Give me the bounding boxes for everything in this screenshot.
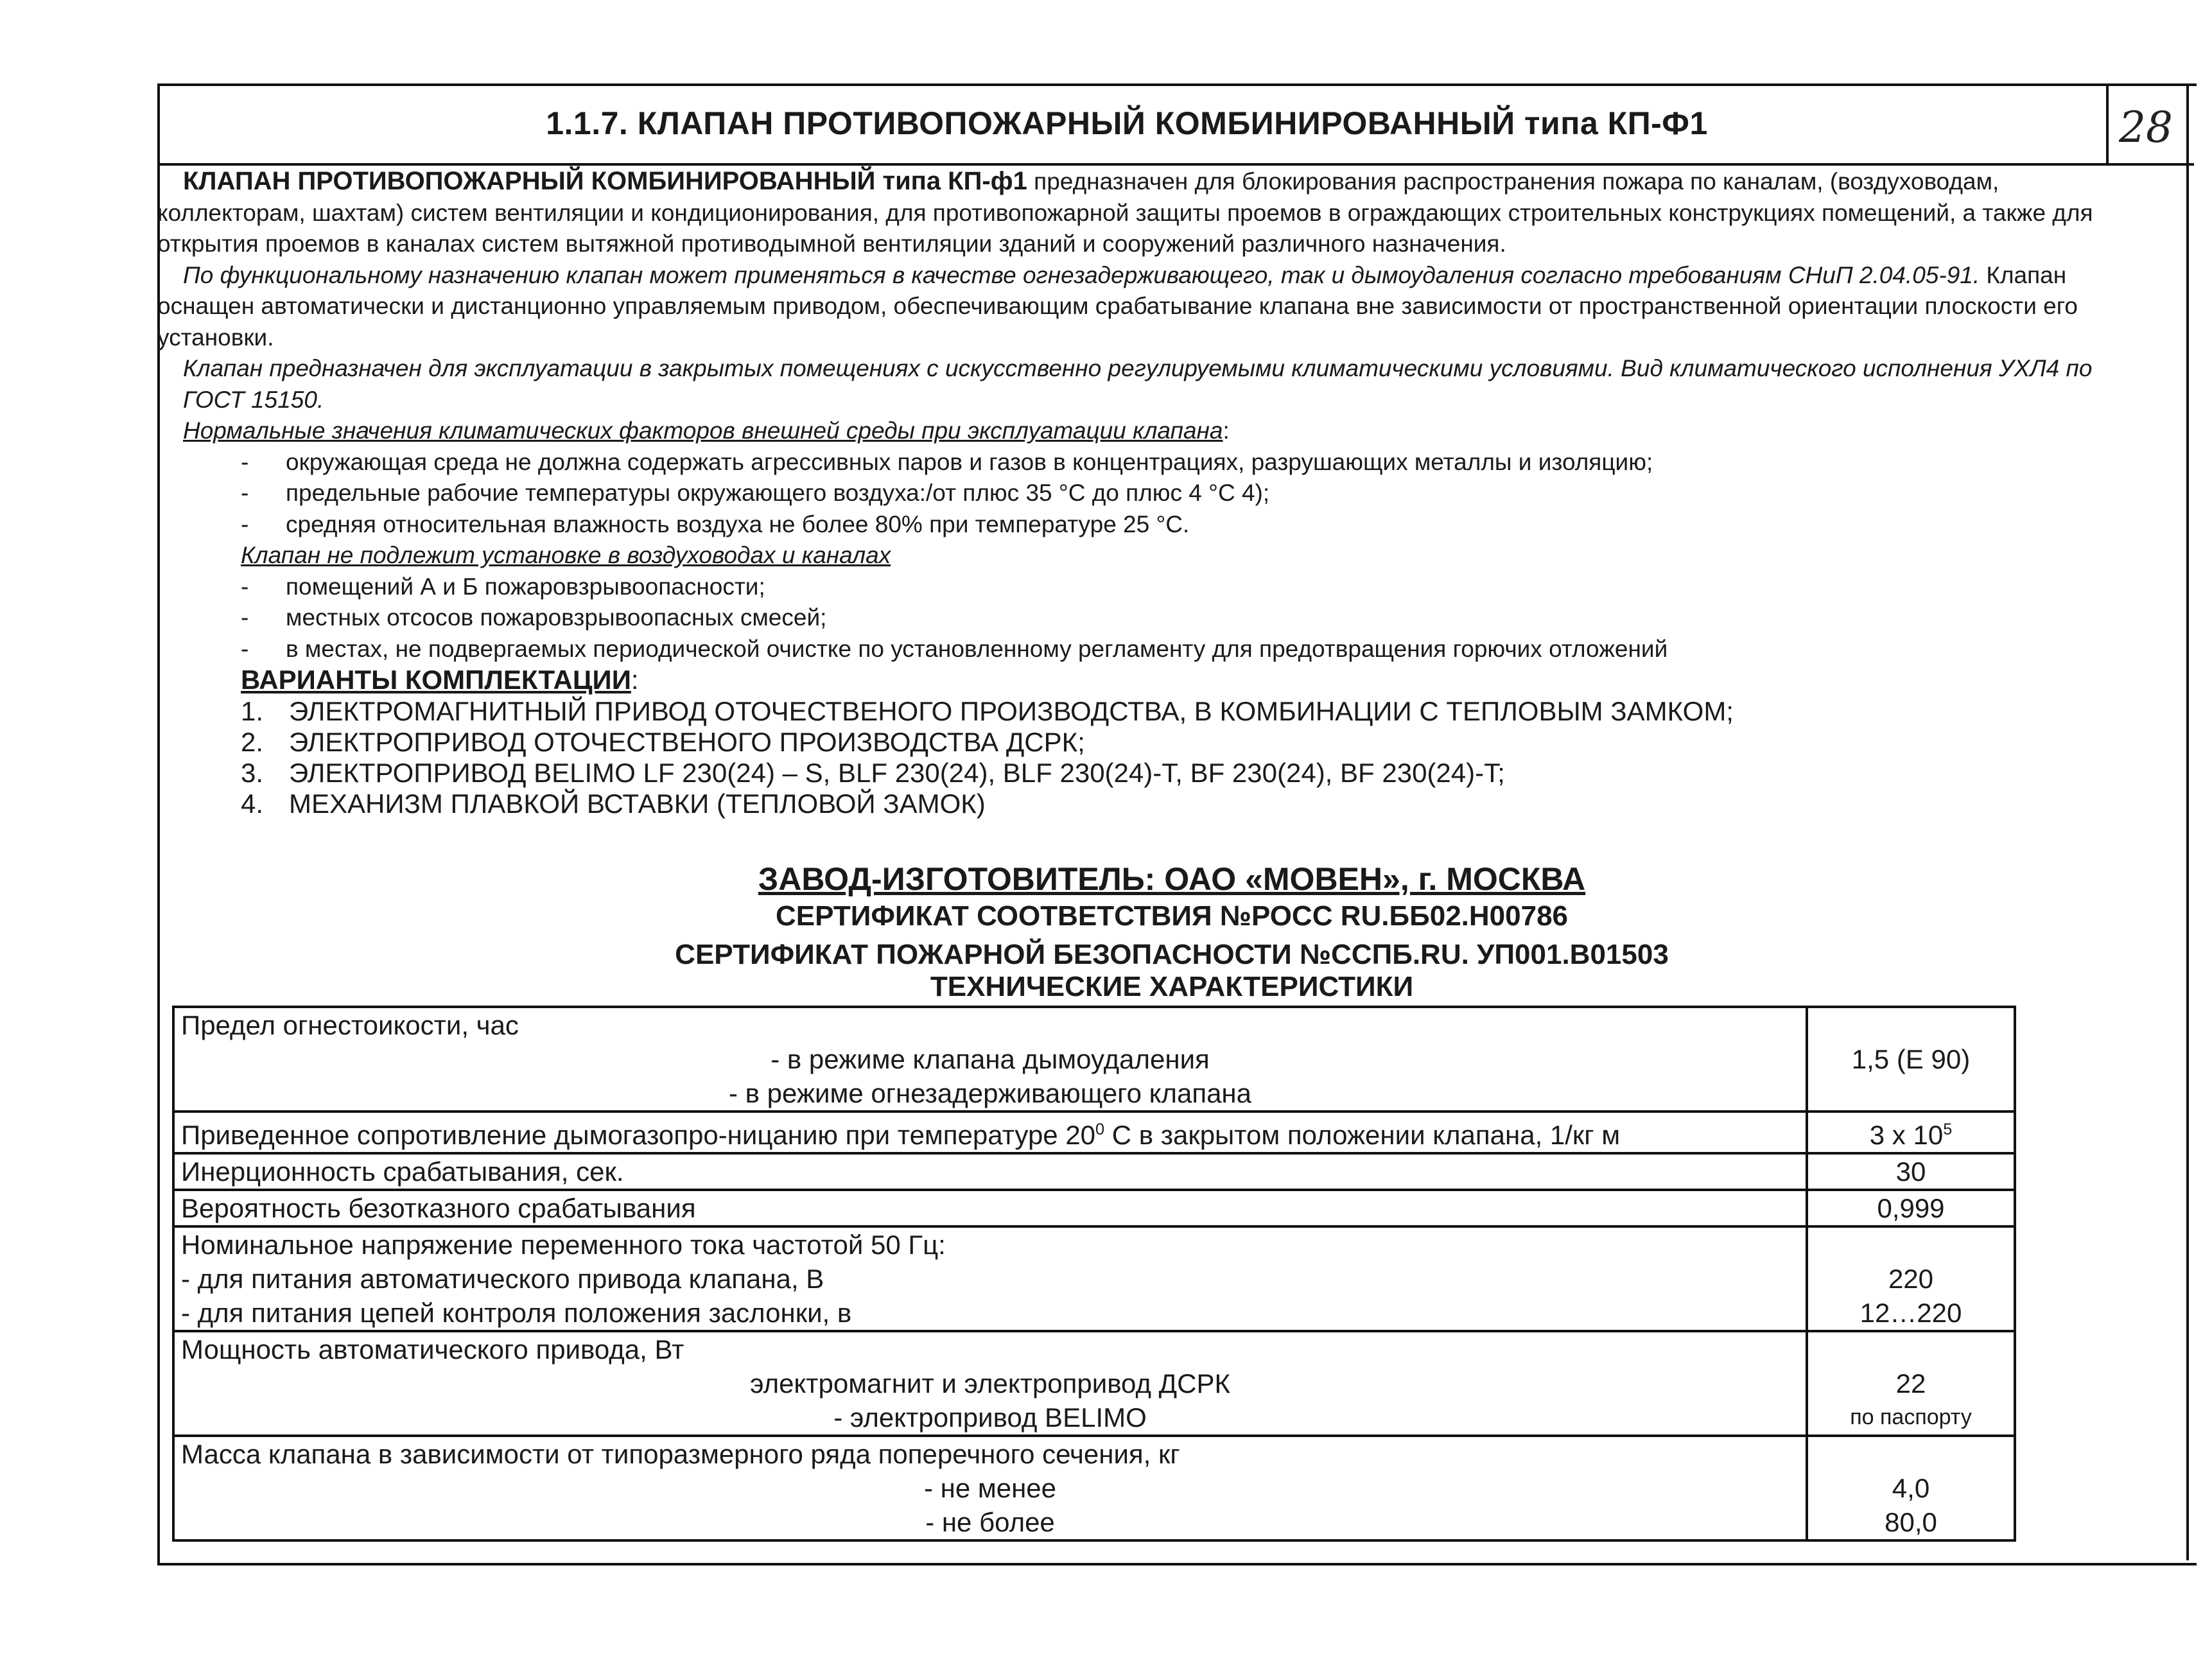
bullet-dash: - [241,573,249,600]
table-cell-value: 30 [1807,1153,2015,1190]
row-label: Предел огнестоикости, час [181,1010,519,1040]
variant-number: 3. [241,757,264,788]
page-number: 28 [2119,103,2173,152]
restrict-heading-line [157,540,2096,571]
norm-heading-colon: : [1223,417,1230,444]
manufacturer: ЗАВОД-ИЗГОТОВИТЕЛЬ: ОАО «МОВЕН», г. МОСКВА [758,861,1586,897]
norm-item [157,478,2096,509]
conformity-certificate: СЕРТИФИКАТ СООТВЕТСТВИЯ №РОСС RU.ББ02.Н00786 [775,900,1569,932]
norm-item [157,447,2096,478]
value-line: 80,0 [1885,1507,1937,1537]
table-row [173,1436,2015,1540]
variant-item [157,758,2096,789]
table-row [173,1190,2015,1226]
variant-text: ЭЛЕКТРОПРИВОД ОТОЧЕСТВЕНОГО ПРОИЗВОДСТВА ДСРК; [289,726,1085,757]
variant-text: ЭЛЕКТРОМАГНИТНЫЙ ПРИВОД ОТОЧЕСТВЕНОГО ПРОИЗВОДСТВА, В КОМБИНАЦИИ С ТЕПЛОВЫМ ЗАМКОМ; [289,695,1734,726]
table-cell-label [173,1331,1807,1436]
table-row [173,1007,2015,1112]
restrict-item [157,602,2096,634]
table-cell-value: 0,999 [1807,1190,2015,1226]
body-text [157,166,2096,819]
bullet-dash: - [241,480,249,506]
restrict-item-text: местных отсосов пожаровзрывоопасных смесей; [286,604,827,631]
restrict-item-text: в местах, не подвергаемых периодической очистке по установленному регламенту для предотвращения горючих отложений [286,635,1668,662]
variant-text: ЭЛЕКТРОПРИВОД BELIMO LF 230(24) – S, BLF 230(24), BLF 230(24)-T, BF 230(24), BF 230(24)-T; [289,757,1505,788]
bullet-dash: - [241,448,249,475]
table-cell-label: Вероятность безотказного срабатывания [173,1190,1807,1226]
table-cell-label: Инерционность срабатывания, сек. [173,1153,1807,1190]
fire-safety-certificate: СЕРТИФИКАТ ПОЖАРНОЙ БЕЗОПАСНОСТИ №ССПБ.RU. УП001.В01503 [675,939,1669,970]
table-cell-value [1807,1331,2015,1436]
table-cell-value [1807,1112,2015,1153]
variants-heading: ВАРИАНТЫ КОМПЛЕКТАЦИИ [241,665,631,695]
variant-number: 1. [241,695,264,726]
table-row [173,1226,2015,1331]
row-sub: - электропривод BELIMO [833,1402,1147,1433]
row-sub: - в режиме клапана дымоудаления [771,1044,1210,1074]
tech-specs-title: ТЕХНИЧЕСКИЕ ХАРАКТЕРИСТИКИ [930,971,1414,1002]
function-rest: Клапан оснащен автоматически и дистанционно управляемым приводом, обеспечивающим срабатывание клапана вне зависимости от пространственной ориентации плоскости его установки. [157,261,2078,351]
row-label: Мощность автоматического привода, Вт [181,1334,684,1364]
norm-item [157,509,2096,541]
variant-number: 4. [241,788,264,819]
row-sub: - для питания автоматического привода клапана, В [181,1264,824,1294]
value-line: по паспорту [1850,1405,1972,1429]
intro-lead: КЛАПАН ПРОТИВОПОЖАРНЫЙ КОМБИНИРОВАННЫЙ типа КП-ф1 [183,167,1027,195]
restrict-heading: Клапан не подлежит установке в воздуховодах и каналах [241,542,891,568]
restrict-item-text: помещений А и Б пожаровзрывоопасности; [286,573,765,600]
variant-item [157,696,2096,727]
norm-item-text: окружающая среда не должна содержать агрессивных паров и газов в концентрациях, разрушающих металлы и изоляцию; [286,448,1653,475]
table-cell-label [173,1007,1807,1112]
norm-heading-line [157,415,2096,447]
intro-paragraph [157,166,2096,260]
section-title: 1.1.7. КЛАПАН ПРОТИВОПОЖАРНЫЙ КОМБИНИРОВАННЫЙ типа КП-Ф1 [546,105,1708,141]
variant-number: 2. [241,726,264,757]
table-cell-label [173,1226,1807,1331]
table-cell-value [1807,1226,2015,1331]
row-sub: - не менее [923,1473,1057,1503]
intro-rest: предназначен для блокирования распространения пожара по каналам, (воздуховодам, коллекторам, шахтам) систем вентиляции и кондиционирования, для противопожарной защиты проемов в ограждающих строительных конструкциях помещений, а также для открытия проемов в каналах систем вытяжной противодымной вентиляции зданий и сооружений различного назначения. [157,168,2093,257]
table-row [173,1112,2015,1153]
value-exponent: 5 [1943,1120,1953,1138]
table-cell-label [173,1112,1807,1153]
tech-specs-table [172,1006,2016,1542]
value-line: 4,0 [1892,1473,1930,1503]
norm-item-text: предельные рабочие температуры окружающего воздуха:/от плюс 35 °С до плюс 4 °С 4); [286,480,1270,506]
row-label-a: Приведенное сопротивление дымогазопро-ницанию при температуре 20 [181,1120,1096,1150]
value-line: 220 [1888,1264,1934,1294]
row-sub: - для питания цепей контроля положения заслонки, в [181,1298,852,1328]
bullet-dash: - [241,510,249,537]
bullet-dash: - [241,604,249,631]
row-sub: электромагнит и электропривод ДСРК [750,1368,1230,1399]
table-cell-label [173,1436,1807,1540]
norm-item-text: средняя относительная влажность воздуха не более 80% при температуре 25 °С. [286,510,1190,537]
variant-item [157,727,2096,758]
climate-paragraph: Клапан предназначен для эксплуатации в закрытых помещениях с искусственно регулируемыми климатическими условиями. Вид климатического исполнения УХЛ4 по ГОСТ 15150. [183,355,2093,413]
value-line: 12…220 [1859,1298,1962,1328]
bullet-dash: - [241,635,249,662]
norm-heading: Нормальные значения климатических факторов внешней среды при эксплуатации клапана [183,417,1223,444]
row-label-b: С в закрытом положении клапана, 1/кг м [1104,1120,1621,1150]
section-header [157,83,2194,166]
table-row [173,1153,2015,1190]
restrict-item [157,634,2096,665]
function-italic: По функциональному назначению клапан может применяться в качестве огнезадерживающего, так и дымоудаления согласно требованиям СНиП 2.04.05-91. [183,261,1980,288]
row-label: Масса клапана в зависимости от типоразмерного ряда поперечного сечения, кг [181,1439,1180,1469]
function-paragraph [157,260,2096,354]
row-label: Номинальное напряжение переменного тока частотой 50 Гц: [181,1230,946,1260]
row-sub: - в режиме огнезадерживающего клапана [729,1078,1251,1108]
table-cell-value: 1,5 (Е 90) [1807,1007,2015,1112]
variant-text: МЕХАНИЗМ ПЛАВКОЙ ВСТАВКИ (ТЕПЛОВОЙ ЗАМОК) [289,788,986,819]
value-line: 22 [1895,1368,1926,1399]
variants-heading-line [157,665,2096,696]
row-sub: - не более [925,1507,1055,1537]
restrict-item [157,571,2096,603]
variant-item [157,789,2096,819]
variants-heading-colon: : [631,665,639,695]
row-label-sup: 0 [1095,1120,1105,1138]
table-cell-value [1807,1436,2015,1540]
frame-right-border [2186,83,2189,1560]
table-row [173,1331,2015,1436]
value-base: 3 x 10 [1869,1120,1944,1150]
